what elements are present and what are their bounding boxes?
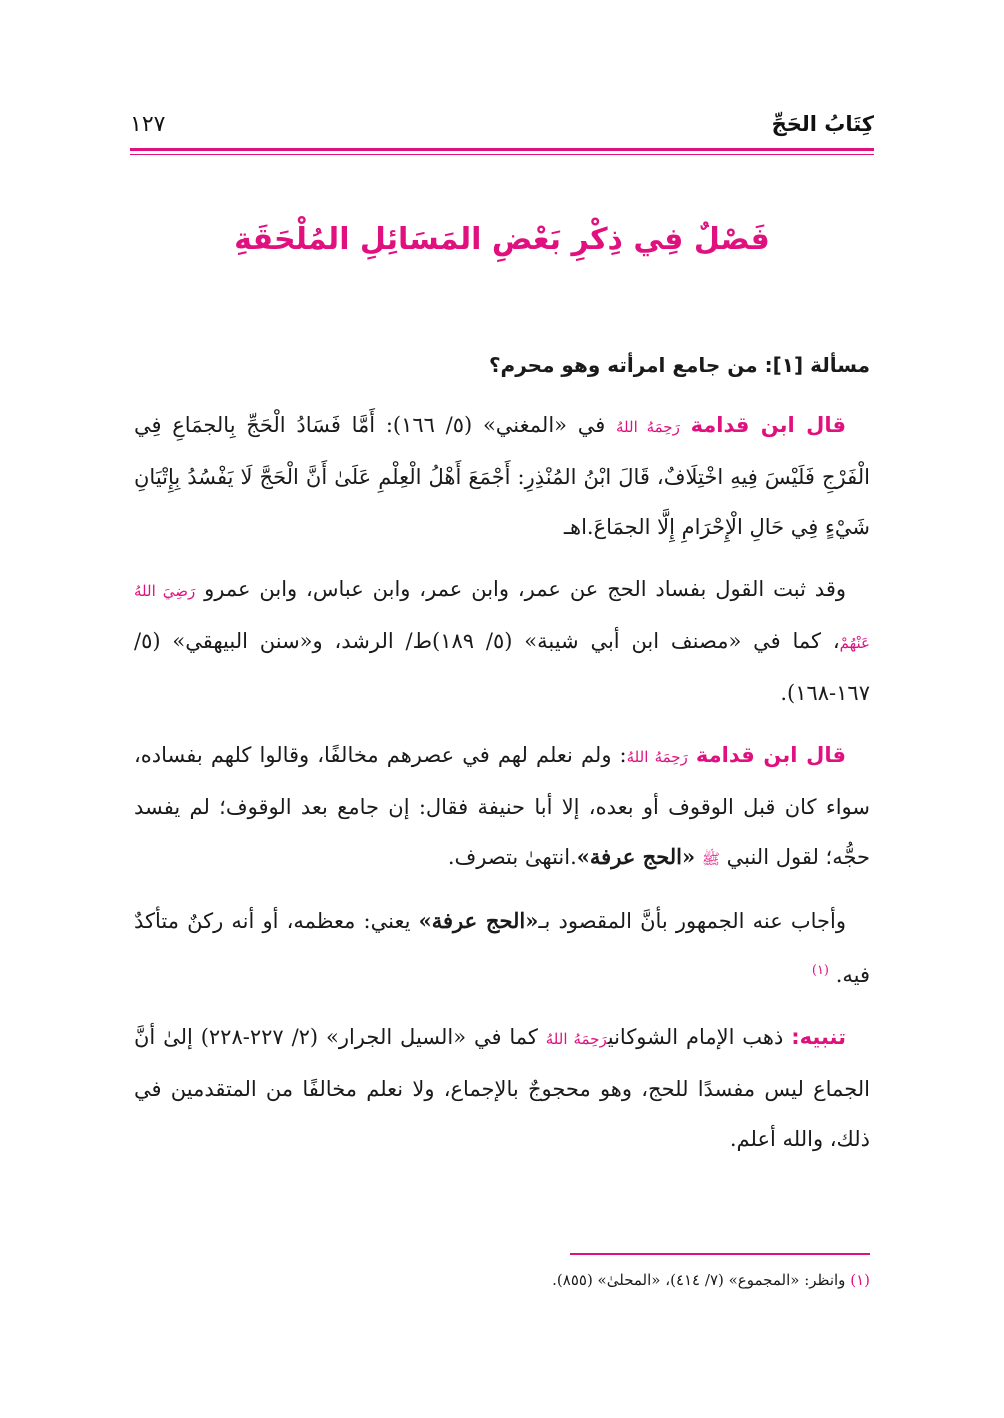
footnote-text: وانظر: «المجموع» (٧/ ٤١٤)، «المحلىٰ» (٨٥٥). [552, 1271, 846, 1289]
question-label: مسألة [١]: [764, 353, 870, 377]
honorific-salawat: ﷺ [701, 850, 720, 868]
honorific-rahimahullah-3: رَحِمَهُ اللهُ [545, 1030, 608, 1048]
speaker-ibn-qudama: قال ابن قدامة [690, 413, 846, 437]
paragraph-1-text: في «المغني» (٥/ ١٦٦): أَمَّا فَسَادُ الْحَجِّ بِالجمَاعِ فِي الْفَرْجِ فَلَيْسَ فِيهِ اخْتِلَافٌ، قَالَ ابْنُ المُنْذِرِ: أَجْمَعَ أَهْلُ الْعِلْمِ عَلَىٰ أَنَّ الْحَجَّ لَا يَفْسُدُ بِإِتْيَانِ شَيْءٍ فِي حَالِ الْإِحْرَامِ إِلَّا الجمَاعَ.اهـ [134, 413, 870, 539]
question-line [134, 340, 870, 390]
book-title: كِتَابُ الحَجِّ [771, 112, 874, 136]
paragraph-5 [134, 1012, 870, 1164]
paragraph-1 [134, 400, 870, 552]
paragraph-4 [134, 896, 870, 1000]
honorific-rahimahullah-2: رَحِمَهُ اللهُ [626, 748, 688, 766]
hadith-quote-2: «الحج عرفة» [418, 908, 539, 933]
footnote-ref[interactable]: (١) [811, 963, 829, 978]
honorific-rahimahullah: رَحِمَهُ اللهُ [616, 418, 680, 436]
hadith-quote: «الحج عرفة» [576, 844, 696, 869]
footnote-number: (١) [850, 1271, 870, 1289]
note-label: تنبيه: [791, 1025, 846, 1049]
footnote-rule [570, 1253, 870, 1255]
header-rule-thick [130, 148, 874, 151]
paragraph-3 [134, 730, 870, 884]
paragraph-2-text-a: وقد ثبت القول بفساد الحج عن عمر، وابن عمر، وابن عباس، وابن عمرو [204, 577, 846, 601]
paragraph-3-text-a: : ولم نعلم لهم في عصرهم مخالفًا، وقالوا كلهم بفساده، سواء كان قبل الوقوف أو بعده، إلا أبا حنيفة فقال: إن جامع بعد الوقوف؛ لم يفسد حجُّه؛ لقول النبي [134, 743, 870, 869]
footnote [134, 1268, 870, 1292]
header-rule-thin [130, 154, 874, 155]
main-content [134, 340, 870, 1176]
chapter-heading: فَصْلٌ فِي ذِكْرِ بَعْضِ المَسَائِلِ المُلْحَقَةِ [234, 222, 770, 257]
running-header [130, 112, 874, 142]
paragraph-5-text-a: ذهب الإمام الشوكاني [607, 1025, 784, 1049]
paragraph-4-text-a: وأجاب عنه الجمهور بأنَّ المقصود بـ [538, 909, 847, 933]
paragraph-5-text-b: كما في «السيل الجرار» (٢/ ٢٢٧-٢٢٨) إلىٰ أنَّ الجماع ليس مفسدًا للحج، وهو محجوجٌ بالإجماع، ولا نعلم مخالفًا من المتقدمين في ذلك، والله أعلم. [134, 1025, 870, 1151]
page-number: ١٢٧ [130, 112, 166, 137]
paragraph-2-text-b: ، كما في «مصنف ابن أبي شيبة» (٥/ ١٨٩)ط/ الرشد، و«سنن البيهقي» (٥/ ١٦٧-١٦٨). [134, 629, 870, 705]
paragraph-4-text-b: يعني: معظمه، أو أنه ركنٌ متأكدٌ فيه. [134, 909, 870, 987]
paragraph-3-text-b: .انتهىٰ بتصرف. [447, 845, 577, 869]
honorific-radiyallah: رَضِيَ اللهُ عَنْهُمْ [134, 582, 870, 652]
paragraph-2 [134, 564, 870, 718]
question-text: من جامع امرأته وهو محرم؟ [488, 353, 758, 377]
speaker-ibn-qudama-2: قال ابن قدامة [695, 743, 846, 767]
